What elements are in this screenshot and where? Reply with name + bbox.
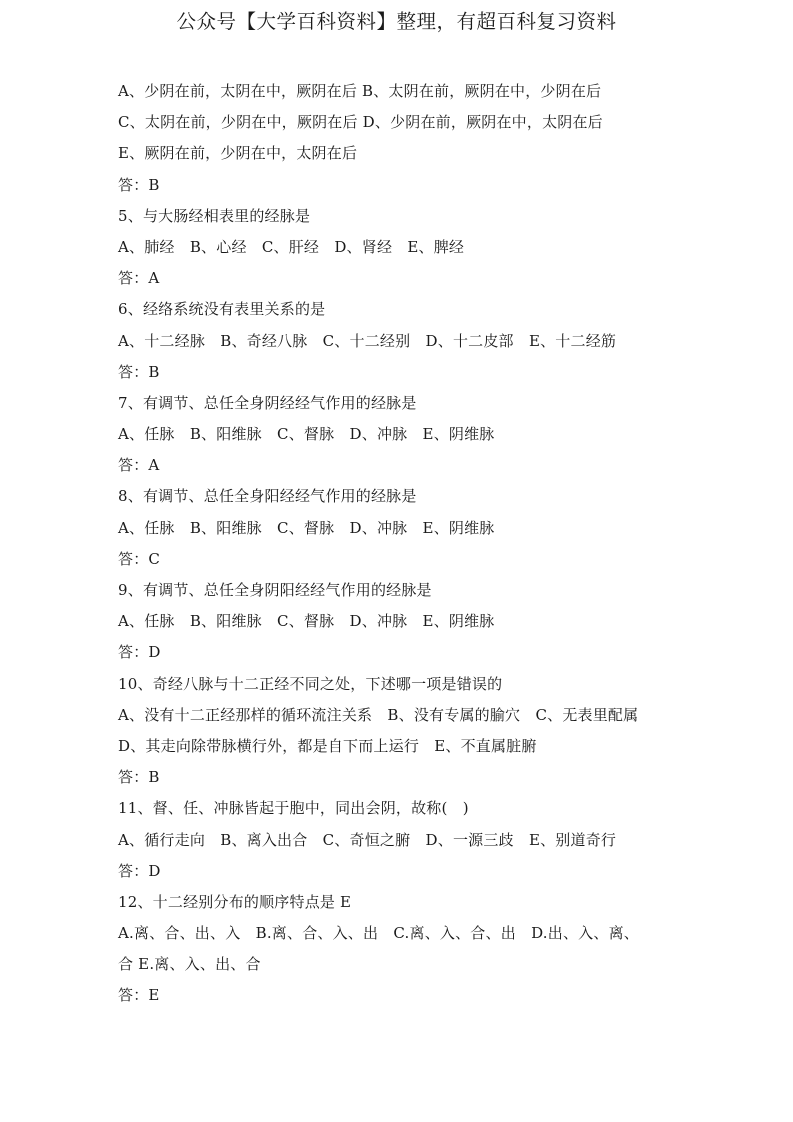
option-line: D、其走向除带脉横行外，都是自下而上运行 E、不直属脏腑 [118, 736, 537, 755]
option-line: A.离、合、出、入 B.离、合、入、出 C.离、入、合、出 D.出、入、离、 [118, 924, 639, 943]
question-line: 10、奇经八脉与十二正经不同之处，下述哪一项是错误的 [118, 674, 503, 693]
answer-line: 答：B [118, 362, 160, 381]
option-line: A、循行走向 B、离入出合 C、奇恒之腑 D、一源三歧 E、别道奇行 [118, 830, 617, 849]
option-line: A、任脉 B、阳维脉 C、督脉 D、冲脉 E、阴维脉 [118, 425, 495, 444]
answer-line: 答：D [118, 643, 161, 662]
question-line: 12、十二经别分布的顺序特点是 E [118, 892, 352, 911]
header-title: 公众号【大学百科资料】整理，有超百科复习资料 [176, 10, 617, 33]
question-line: 9、有调节、总任全身阴阳经经气作用的经脉是 [118, 581, 432, 599]
question-line: 8、有调节、总任全身阳经经气作用的经脉是 [118, 487, 417, 506]
answer-line: 答：B [118, 768, 160, 787]
answer-line: 答：A [118, 456, 160, 475]
option-line: E、厥阴在前，少阴在中，太阴在后 [118, 144, 358, 163]
option-line: A、少阴在前，太阴在中，厥阴在后 B、太阴在前，厥阴在中，少阴在后 [118, 82, 602, 100]
option-line: A、没有十二正经那样的循环流注关系 B、没有专属的腧穴 C、无表里配属 [118, 705, 639, 724]
page-header [0, 9, 793, 35]
answer-line: 答：C [118, 549, 161, 568]
option-line: A、肺经 B、心经 C、肝经 D、肾经 E、脾经 [118, 237, 465, 256]
answer-line: 答：E [118, 986, 160, 1005]
option-line: A、任脉 B、阳维脉 C、督脉 D、冲脉 E、阴维脉 [118, 518, 495, 537]
answer-line: 答：B [118, 175, 160, 194]
option-line: C、太阴在前，少阴在中，厥阴在后 D、少阴在前，厥阴在中，太阴在后 [118, 113, 603, 132]
document-body [118, 76, 698, 1012]
option-line: A、任脉 B、阳维脉 C、督脉 D、冲脉 E、阴维脉 [118, 612, 495, 631]
option-line: A、十二经脉 B、奇经八脉 C、十二经别 D、十二皮部 E、十二经筋 [118, 331, 617, 350]
question-line: 11、督、任、冲脉皆起于胞中，同出会阴，故称( ) [118, 799, 469, 818]
option-line: 合 E.离、入、出、合 [118, 955, 261, 974]
question-line: 7、有调节、总任全身阴经经气作用的经脉是 [118, 393, 417, 412]
question-line: 6、经络系统没有表里关系的是 [118, 300, 326, 319]
answer-line: 答：A [118, 269, 160, 288]
answer-line: 答：D [118, 861, 161, 880]
question-line: 5、与大肠经相表里的经脉是 [118, 206, 311, 225]
